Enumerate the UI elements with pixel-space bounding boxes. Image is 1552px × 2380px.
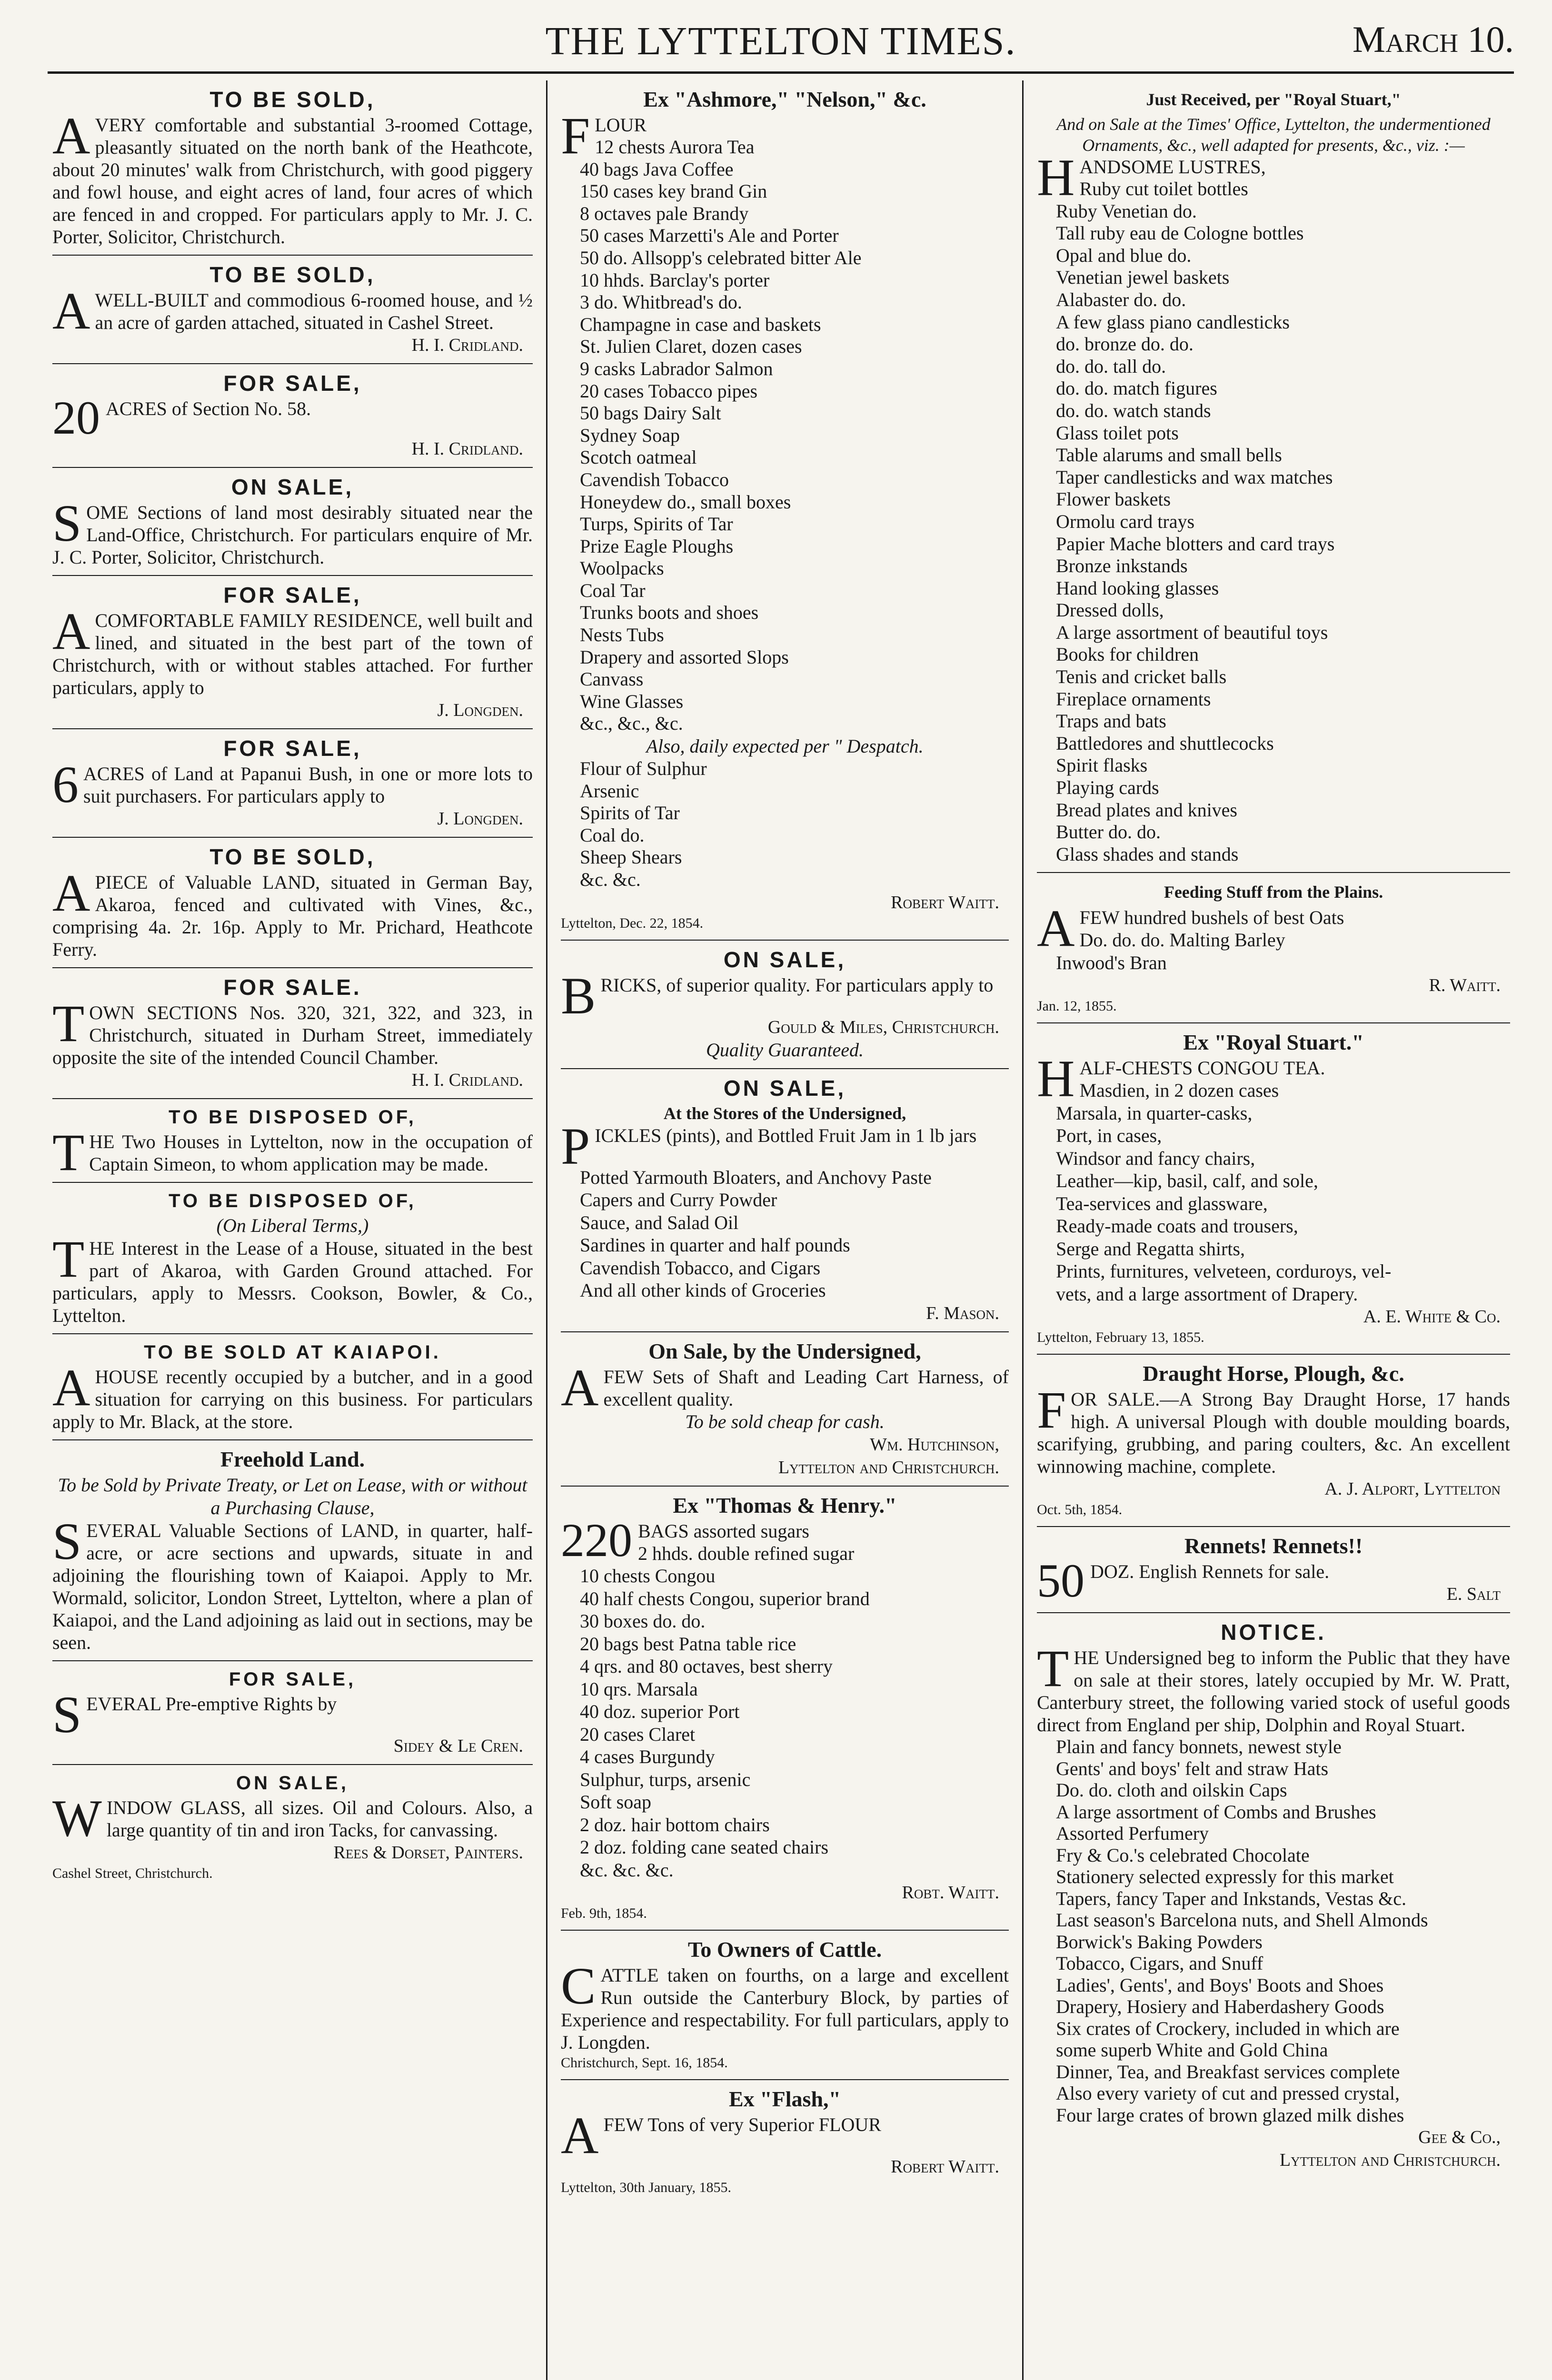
column-3 bbox=[1024, 80, 1514, 2380]
ad-body: SEVERAL Pre-emptive Rights by bbox=[52, 1686, 337, 1744]
ad-heading: Just Received, per "Royal Stuart," bbox=[1146, 90, 1401, 109]
ad-body: THE Interest in the Lease of a House, situated in the best part of Akaroa, with Garden Ground attached. For particulars, apply to Messrs. Cookson, Bowler, & Co., Lyttelton. bbox=[52, 1230, 533, 1326]
ad-heading: To Owners of Cattle. bbox=[687, 1937, 882, 1962]
ad-signature: Sidey & Le Cren. bbox=[393, 1736, 523, 1756]
ad-body: AFEW hundred bushels of best Oats bbox=[1037, 899, 1344, 958]
list-item: Taper candlesticks and wax matches bbox=[1056, 466, 1333, 488]
list-item: Potted Yarmouth Bloaters, and Anchovy Paste bbox=[580, 1166, 932, 1188]
list-item: Traps and bats bbox=[1056, 710, 1166, 732]
list-item: Port, in cases, bbox=[1056, 1125, 1162, 1147]
ad-signature: Rees & Dorset, Painters. bbox=[333, 1843, 523, 1863]
ad-feeding-stuff bbox=[1037, 873, 1510, 1023]
list-item: do. do. watch stands bbox=[1056, 399, 1211, 421]
list-item: Wine Glasses bbox=[580, 690, 684, 712]
list-item: Tobacco, Cigars, and Snuff bbox=[1056, 1953, 1263, 1974]
list-item: Sydney Soap bbox=[580, 424, 680, 446]
list-item: Prints, furnitures, velveteen, corduroys, vel- bbox=[1056, 1260, 1392, 1282]
ad-dateline: Jan. 12, 1855. bbox=[1037, 998, 1117, 1014]
ad-heading: ON SALE, bbox=[231, 475, 354, 499]
ad-royal-stuart-ornaments bbox=[1037, 80, 1510, 873]
list-item: 3 do. Whitbread's do. bbox=[580, 291, 742, 313]
ad-note: To be sold cheap for cash. bbox=[685, 1410, 885, 1432]
list-item: Do. do. cloth and oilskin Caps bbox=[1056, 1779, 1287, 1801]
ad-bricks bbox=[561, 941, 1009, 1069]
list-item: some superb White and Gold China bbox=[1056, 2039, 1328, 2061]
ad-draught-horse bbox=[1037, 1355, 1510, 1527]
list-item: Plain and fancy bonnets, newest style bbox=[1056, 1736, 1342, 1758]
list-item: 8 octaves pale Brandy bbox=[580, 202, 749, 224]
ad-pickles bbox=[561, 1069, 1009, 1332]
list-item: Butter do. do. bbox=[1056, 821, 1161, 843]
ad-body: HALF-CHESTS CONGOU TEA. bbox=[1037, 1050, 1325, 1108]
columns bbox=[48, 80, 1514, 2380]
list-item: 50 bags Dairy Salt bbox=[580, 402, 721, 424]
ad-ashmore bbox=[561, 80, 1009, 941]
ad-body: BRICKS, of superior quality. For particulars apply to bbox=[561, 966, 994, 1025]
ad-heading: Ex "Flash," bbox=[728, 2087, 841, 2112]
list-item: 9 casks Labrador Salmon bbox=[580, 357, 773, 379]
ad-body: APIECE of Valuable LAND, situated in German Bay, Akaroa, fenced and cultivated with Vines, &c., comprising 4a. 2r. 16p. Apply to Mr. Prichard, Heathcote Ferry. bbox=[52, 864, 533, 960]
ad-signature: A. E. White & Co. bbox=[1363, 1307, 1501, 1327]
ad-signature: Wm. Hutchinson, bbox=[870, 1434, 999, 1455]
list-item: Champagne in case and baskets bbox=[580, 313, 821, 335]
ad-heading: TO BE DISPOSED OF, bbox=[169, 1190, 417, 1211]
ad-signature: J. Longden. bbox=[437, 700, 523, 720]
list-item: Sardines in quarter and half pounds bbox=[580, 1234, 850, 1256]
list-item: Cavendish Tobacco, and Cigars bbox=[580, 1257, 821, 1279]
ad-lease-akaroa bbox=[52, 1183, 533, 1334]
ad-body: PICKLES (pints), and Bottled Fruit Jam in 1 lb jars bbox=[561, 1117, 977, 1175]
list-item: 30 boxes do. do. bbox=[580, 1610, 706, 1632]
goods-list bbox=[1037, 178, 1510, 865]
list-item: Opal and blue do. bbox=[1056, 244, 1192, 266]
ad-signature: F. Mason. bbox=[926, 1303, 999, 1323]
ad-body: ACOMFORTABLE FAMILY RESIDENCE, well built and lined, and situated in the best part of the town of Christchurch, with or without stables attached. For further particulars, apply to bbox=[52, 602, 533, 698]
list-item: 4 cases Burgundy bbox=[580, 1746, 715, 1768]
list-item: Bread plates and knives bbox=[1056, 799, 1237, 821]
ad-signature: R. Waitt. bbox=[1429, 975, 1501, 996]
ad-signature: Robert Waitt. bbox=[891, 2157, 999, 2177]
ad-heading: FOR SALE, bbox=[223, 371, 362, 396]
list-item: Also every variety of cut and pressed crystal, bbox=[1056, 2082, 1400, 2104]
list-item: Turps, Spirits of Tar bbox=[580, 513, 733, 535]
ad-body: 20 ACRES of Section No. 58. bbox=[52, 391, 311, 444]
list-item: 40 doz. superior Port bbox=[580, 1701, 740, 1723]
list-item: do. do. tall do. bbox=[1056, 355, 1166, 377]
list-item: Marsala, in quarter-casks, bbox=[1056, 1102, 1253, 1124]
ad-heading: NOTICE. bbox=[1221, 1620, 1326, 1645]
ad-heading: TO BE SOLD, bbox=[209, 844, 376, 869]
list-item: Hand looking glasses bbox=[1056, 577, 1219, 599]
list-item: Tenis and cricket balls bbox=[1056, 666, 1227, 688]
ad-intro: And on Sale at the Times' Office, Lyttelton, the undermentioned Ornaments, &c., well adapted for presents, &c., viz. :— bbox=[1056, 115, 1491, 155]
list-item: Tall ruby eau de Cologne bottles bbox=[1056, 222, 1304, 244]
list-item: Spirits of Tar bbox=[580, 802, 680, 824]
list-item: Ladies', Gents', and Boys' Boots and Shoes bbox=[1056, 1974, 1384, 1996]
list-item: Battledores and shuttlecocks bbox=[1056, 732, 1274, 754]
list-item: Last season's Barcelona nuts, and Shell Almonds bbox=[1056, 1909, 1428, 1931]
list-item: A few glass piano candlesticks bbox=[1056, 311, 1290, 333]
ad-body: 50 DOZ. English Rennets for sale. bbox=[1037, 1554, 1330, 1607]
ad-body: 220 BAGS assorted sugars bbox=[561, 1513, 809, 1567]
list-item: 40 half chests Congou, superior brand bbox=[580, 1587, 870, 1609]
list-item: Coal do. bbox=[580, 824, 645, 846]
list-item: do. bronze do. do. bbox=[1056, 333, 1194, 355]
column-2 bbox=[547, 80, 1024, 2380]
ad-papanui bbox=[52, 729, 533, 838]
ad-body: WINDOW GLASS, all sizes. Oil and Colours. Also, a large quantity of tin and iron Tacks, for canvassing. bbox=[52, 1789, 533, 1847]
list-item: Capers and Curry Powder bbox=[580, 1189, 777, 1211]
list-item: Six crates of Crockery, included in which are bbox=[1056, 2017, 1400, 2039]
ad-heading: Draught Horse, Plough, &c. bbox=[1143, 1361, 1404, 1386]
ad-heading: TO BE SOLD, bbox=[209, 87, 376, 112]
ad-signature: Gould & Miles, Christchurch. bbox=[767, 1017, 999, 1037]
list-item: Stationery selected expressly for this market bbox=[1056, 1866, 1394, 1888]
list-item: Drapery, Hosiery and Haberdashery Goods bbox=[1056, 1996, 1384, 2018]
list-item: Sauce, and Salad Oil bbox=[580, 1211, 739, 1233]
ad-dateline: Feb. 9th, 1854. bbox=[561, 1905, 647, 1922]
list-item: Flower baskets bbox=[1056, 488, 1171, 510]
list-item: 50 do. Allsopp's celebrated bitter Ale bbox=[580, 247, 862, 268]
list-item: Dressed dolls, bbox=[1056, 599, 1164, 621]
ad-flash bbox=[561, 2080, 1009, 2204]
list-item: 10 hhds. Barclay's porter bbox=[580, 269, 770, 291]
goods-list bbox=[561, 1542, 1009, 1882]
ad-dateline: Lyttelton, February 13, 1855. bbox=[1037, 1329, 1204, 1346]
masthead bbox=[48, 14, 1514, 74]
list-item: 10 chests Congou bbox=[580, 1565, 716, 1587]
list-item: Tea-services and glassware, bbox=[1056, 1192, 1268, 1214]
list-item: Assorted Perfumery bbox=[1056, 1823, 1209, 1844]
list-item: Glass shades and stands bbox=[1056, 843, 1239, 865]
ad-body: HANDSOME LUSTRES, bbox=[1037, 149, 1266, 207]
ad-cashel-house bbox=[52, 256, 533, 364]
ad-heading: FOR SALE. bbox=[223, 975, 362, 1000]
list-item: Bronze inkstands bbox=[1056, 555, 1188, 577]
ad-dateline: Cashel Street, Christchurch. bbox=[52, 1865, 213, 1881]
list-item: Honeydew do., small boxes bbox=[580, 491, 791, 513]
list-item: Masdien, in 2 dozen cases bbox=[1079, 1080, 1279, 1101]
list-item: Sulphur, turps, arsenic bbox=[580, 1768, 751, 1790]
issue-date: March 10. bbox=[1352, 19, 1514, 60]
ad-dateline: Lyttelton, Dec. 22, 1854. bbox=[561, 915, 704, 931]
ad-dateline: Lyttelton, 30th January, 1855. bbox=[561, 2180, 732, 2196]
ad-signature: J. Longden. bbox=[437, 809, 523, 829]
list-item: Dinner, Tea, and Breakfast services complete bbox=[1056, 2061, 1400, 2082]
ad-body: SEVERAL Valuable Sections of LAND, in quarter, half-acre, or acre sections and upwards, situate in and adjoining the flourishing town of Kaiapoi. Apply to Mr. Wormald, solicitor, London Street, Lyttelton, where a plan of Kaiapoi, and the Land adjoining as laid out in sections, may be seen. bbox=[52, 1512, 533, 1653]
list-item: 12 chests Aurora Tea bbox=[595, 136, 755, 158]
ad-body: AHOUSE recently occupied by a butcher, and in a good situation for carrying on this business. For particulars apply to Mr. Black, at the store. bbox=[52, 1359, 533, 1432]
list-item: And all other kinds of Groceries bbox=[580, 1279, 826, 1301]
ad-heading: ON SALE, bbox=[236, 1773, 349, 1794]
ad-subheading: To be Sold by Private Treaty, or Let on Lease, with or without a Purchasing Clause, bbox=[58, 1474, 527, 1518]
ad-heading: Ex "Ashmore," "Nelson," &c. bbox=[643, 87, 926, 111]
ad-signature-place: Lyttelton and Christchurch. bbox=[1279, 2150, 1501, 2171]
list-item: Glass toilet pots bbox=[1056, 422, 1179, 444]
ad-body: FOR SALE.—A Strong Bay Draught Horse, 17 hands high. A universal Plough with double moulding boards, scarifying, grubbing, and paring coulters, &c. An excellent winnowing machine, complete. bbox=[1037, 1381, 1510, 1478]
ad-heading: TO BE SOLD, bbox=[209, 262, 376, 287]
ad-signature: E. Salt bbox=[1446, 1584, 1501, 1605]
ad-notice bbox=[1037, 1613, 1510, 2178]
list-item: 20 cases Tobacco pipes bbox=[580, 380, 758, 402]
list-item: Trunks boots and shoes bbox=[580, 602, 759, 624]
list-item: Sheep Shears bbox=[580, 846, 682, 868]
list-item: Soft soap bbox=[580, 1791, 651, 1813]
ad-town-sections bbox=[52, 968, 533, 1099]
list-item: Flour of Sulphur bbox=[580, 758, 707, 780]
list-item: Tapers, fancy Taper and Inkstands, Vestas &c. bbox=[1056, 1887, 1407, 1909]
list-item: Coal Tar bbox=[580, 579, 646, 601]
ad-heading: Feeding Stuff from the Plains. bbox=[1164, 883, 1383, 902]
ad-body: THE Undersigned beg to inform the Public that they have on sale at their stores, lately occupied by Mr. W. Pratt, Canterbury street, the following varied stock of useful goods direct from England per ship, Dolphin and Royal Stuart. bbox=[1037, 1639, 1510, 1736]
list-item: Table alarums and small bells bbox=[1056, 444, 1282, 466]
list-item: Canvass bbox=[580, 668, 644, 690]
ad-heading: On Sale, by the Undersigned, bbox=[648, 1339, 921, 1363]
ad-signature: A. J. Alport, Lyttelton bbox=[1324, 1479, 1501, 1499]
list-item: Ruby Venetian do. bbox=[1056, 200, 1197, 222]
list-item: &c. &c. &c. bbox=[580, 1859, 674, 1881]
ad-thomas-henry bbox=[561, 1487, 1009, 1931]
list-item: Leather—kip, basil, calf, and sole, bbox=[1056, 1170, 1318, 1192]
list-item: 150 cases key brand Gin bbox=[580, 180, 767, 202]
ad-signature: H. I. Cridland. bbox=[411, 1070, 523, 1090]
list-item: 2 doz. hair bottom chairs bbox=[580, 1814, 770, 1835]
goods-list bbox=[561, 136, 1009, 735]
list-item: Ormolu card trays bbox=[1056, 510, 1195, 532]
list-item: St. Julien Claret, dozen cases bbox=[580, 336, 802, 357]
newspaper-title: THE LYTTELTON TIMES. bbox=[545, 19, 1016, 63]
ad-cottage bbox=[52, 80, 533, 256]
list-item: Do. do. do. Malting Barley bbox=[1079, 929, 1285, 951]
list-item: A large assortment of beautiful toys bbox=[1056, 621, 1328, 643]
goods-list bbox=[1037, 1736, 1510, 2126]
list-item: Drapery and assorted Slops bbox=[580, 646, 789, 668]
ad-body: AWELL-BUILT and commodious 6-roomed house, and ½ an acre of garden attached, situated in Cashel Street. bbox=[52, 282, 533, 340]
list-item: Serge and Regatta shirts, bbox=[1056, 1238, 1245, 1259]
ad-heading: ON SALE, bbox=[723, 1075, 846, 1101]
ad-dateline: Oct. 5th, 1854. bbox=[1037, 1502, 1123, 1518]
ad-heading: FOR SALE, bbox=[229, 1669, 357, 1690]
ad-pre-emptive bbox=[52, 1661, 533, 1765]
list-item: Windsor and fancy chairs, bbox=[1056, 1147, 1255, 1169]
list-item: 20 cases Claret bbox=[580, 1723, 696, 1745]
ad-body: 6 ACRES of Land at Papanui Bush, in one or more lots to suit purchasers. For particulars apply to bbox=[52, 755, 533, 813]
ad-body: FLOUR bbox=[561, 107, 647, 165]
list-item: Spirit flasks bbox=[1056, 754, 1148, 776]
ad-freehold-land bbox=[52, 1440, 533, 1661]
ad-signature: Gee & Co., bbox=[1418, 2127, 1501, 2148]
ad-window-glass bbox=[52, 1765, 533, 1890]
list-item: Woolpacks bbox=[580, 557, 664, 579]
goods-list bbox=[561, 1166, 1009, 1302]
ad-heading: TO BE SOLD AT KAIAPOI. bbox=[144, 1342, 441, 1363]
list-item: Prize Eagle Ploughs bbox=[580, 535, 734, 557]
ad-signature: Robt. Waitt. bbox=[902, 1883, 999, 1903]
list-item: Alabaster do. do. bbox=[1056, 288, 1186, 310]
ad-body: AVERY comfortable and substantial 3-roomed Cottage, pleasantly situated on the north bank of the Heathcote, about 20 minutes' walk from Christchurch, with good piggery and fowl house, and eight acres of land, four acres of which are fenced in and cropped. For particulars apply to Mr. J. C. Porter, Solicitor, Christchurch. bbox=[52, 107, 533, 248]
list-item: vets, and a large assortment of Drapery. bbox=[1056, 1283, 1358, 1305]
ad-signature: Robert Waitt. bbox=[891, 892, 999, 912]
goods-list bbox=[1037, 929, 1510, 974]
list-item: 10 qrs. Marsala bbox=[580, 1678, 698, 1700]
ad-rennets bbox=[1037, 1527, 1510, 1613]
ad-heading: Rennets! Rennets!! bbox=[1184, 1534, 1363, 1558]
list-item: A large assortment of Combs and Brushes bbox=[1056, 1801, 1376, 1823]
ad-harness bbox=[561, 1332, 1009, 1487]
ad-body: TOWN SECTIONS Nos. 320, 321, 322, and 323, in Christchurch, situated in Durham Street, immediately opposite the site of the intended Council Chamber. bbox=[52, 994, 533, 1068]
list-item: Cavendish Tobacco bbox=[580, 468, 729, 490]
list-item: Gents' and boys' felt and straw Hats bbox=[1056, 1757, 1329, 1779]
list-item: Nests Tubs bbox=[580, 624, 664, 646]
ad-congou-tea bbox=[1037, 1023, 1510, 1355]
list-item: Venetian jewel baskets bbox=[1056, 267, 1230, 288]
ad-body: AFEW Sets of Shaft and Leading Cart Harness, of excellent quality. bbox=[561, 1358, 1009, 1417]
ad-body: SOME Sections of land most desirably situated near the Land-Office, Christchurch. For particulars enquire of Mr. J. C. Porter, Solicitor, Christchurch. bbox=[52, 494, 533, 568]
list-item: Fireplace ornaments bbox=[1056, 688, 1211, 710]
ad-heading: Freehold Land. bbox=[220, 1447, 365, 1471]
list-item: Scotch oatmeal bbox=[580, 446, 697, 468]
list-item: &c., &c., &c. bbox=[580, 713, 683, 734]
list-item: Inwood's Bran bbox=[1056, 952, 1167, 973]
ad-note: Quality Guaranteed. bbox=[706, 1039, 864, 1061]
list-item: Playing cards bbox=[1056, 777, 1159, 799]
list-item: Fry & Co.'s celebrated Chocolate bbox=[1056, 1844, 1310, 1866]
list-item: do. do. match figures bbox=[1056, 377, 1217, 399]
ad-body: CATTLE taken on fourths, on a large and excellent Run outside the Canterbury Block, by parties of Experience and respectability. For full particulars, apply to J. Longden. bbox=[561, 1957, 1009, 2053]
list-item: 4 qrs. and 80 octaves, best sherry bbox=[580, 1656, 833, 1677]
list-item: Four large crates of brown glazed milk dishes bbox=[1056, 2104, 1404, 2126]
list-item: Papier Mache blotters and card trays bbox=[1056, 533, 1335, 555]
ad-cattle bbox=[561, 1931, 1009, 2080]
ad-dateline: Christchurch, Sept. 16, 1854. bbox=[561, 2055, 728, 2071]
ad-family-residence bbox=[52, 576, 533, 729]
list-item: Ready-made coats and trousers, bbox=[1056, 1215, 1298, 1237]
ad-signature-place: Lyttelton and Christchurch. bbox=[778, 1457, 999, 1478]
ad-kaiapoi-house bbox=[52, 1334, 533, 1440]
ad-body: THE Two Houses in Lyttelton, now in the occupation of Captain Simeon, to whom application may be made. bbox=[52, 1123, 533, 1181]
list-item: Books for children bbox=[1056, 644, 1199, 665]
ad-heading: FOR SALE, bbox=[223, 583, 362, 607]
ad-heading: FOR SALE, bbox=[223, 736, 362, 761]
list-item: 20 bags best Patna table rice bbox=[580, 1633, 796, 1655]
column-1 bbox=[48, 80, 547, 2380]
goods-list bbox=[1037, 1079, 1510, 1305]
ad-sections bbox=[52, 468, 533, 576]
list-item: Ruby cut toilet bottles bbox=[1079, 178, 1248, 199]
ad-heading: TO BE DISPOSED OF, bbox=[169, 1107, 417, 1128]
list-item: Borwick's Baking Powders bbox=[1056, 1931, 1263, 1953]
ad-two-houses bbox=[52, 1099, 533, 1183]
ad-signature: H. I. Cridland. bbox=[411, 439, 523, 459]
list-item: &c. &c. bbox=[580, 869, 641, 890]
list-item: 50 cases Marzetti's Ale and Porter bbox=[580, 225, 839, 247]
ad-heading: Ex "Royal Stuart." bbox=[1183, 1030, 1364, 1055]
ad-heading: Ex "Thomas & Henry." bbox=[673, 1493, 897, 1517]
goods-list-expected bbox=[561, 758, 1009, 891]
ad-german-bay bbox=[52, 838, 533, 968]
ad-note: Also, daily expected per " Despatch. bbox=[646, 735, 924, 757]
list-item: 40 bags Java Coffee bbox=[580, 158, 734, 180]
ad-body: AFEW Tons of very Superior FLOUR bbox=[561, 2106, 881, 2165]
ad-20-acres bbox=[52, 364, 533, 468]
list-item: 2 doz. folding cane seated chairs bbox=[580, 1836, 829, 1858]
list-item: 2 hhds. double refined sugar bbox=[638, 1542, 855, 1564]
list-item: Arsenic bbox=[580, 780, 639, 802]
ad-subheading: At the Stores of the Undersigned, bbox=[663, 1103, 906, 1123]
ad-subheading: (On Liberal Terms,) bbox=[216, 1215, 369, 1236]
ad-heading: ON SALE, bbox=[723, 947, 846, 972]
ad-signature: H. I. Cridland. bbox=[411, 335, 523, 355]
